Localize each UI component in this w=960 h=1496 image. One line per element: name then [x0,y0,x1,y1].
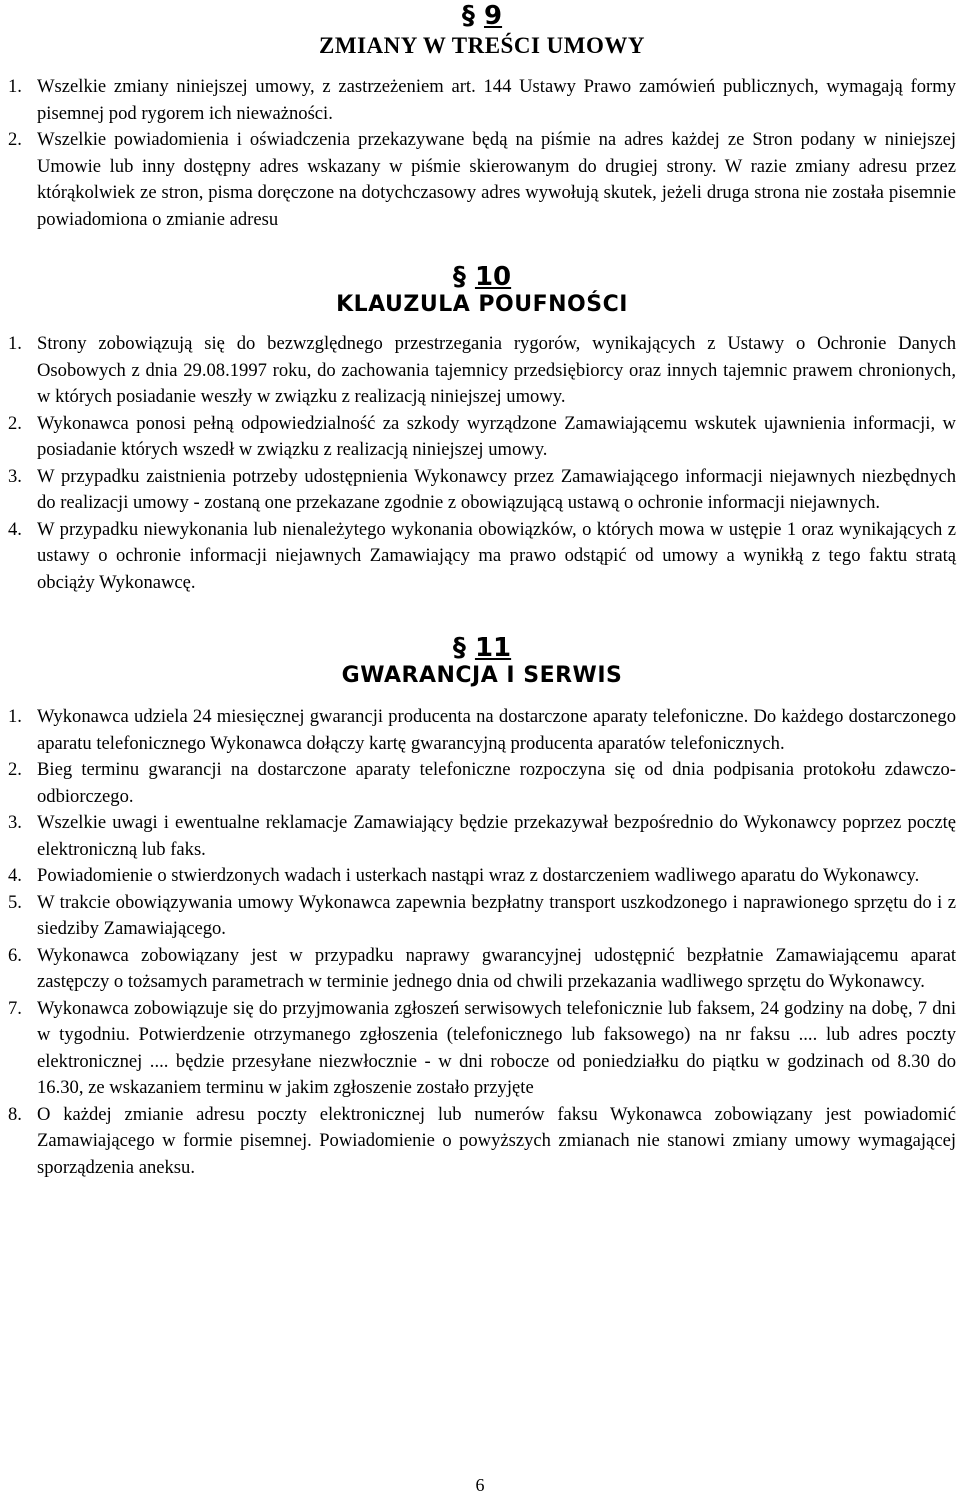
item-number: 2. [8,412,22,434]
item-number: 2. [8,759,22,780]
item-text: O każdej zmianie adresu poczty elektronicznej lub numerów faksu Wykonawca zobowiązany jest powiadomić Zamawiającego w formie pisemnej. Powiadomienie o powyższych zmianach nie stanowi zmiany umowy wymagającej sporządzenia aneksu. [37,1103,956,1178]
section-number: 11 [474,633,512,663]
list-item [8,127,956,233]
section-10-number [8,263,956,291]
item-text: Wykonawca udziela 24 miesięcznej gwarancji producenta na dostarczone aparaty telefoniczne. Do każdego dostarczonego aparatu telefonicznego Wykonawca dołączy kartę gwarancyjną producenta aparatów telefonicznych. [37,706,956,754]
item-number: 6. [8,944,22,966]
item-number: 1. [8,76,22,97]
item-text: Wszelkie uwagi i ewentualne reklamacje Zamawiający będzie przekazywał bezpośrednio do Wykonawcy poprzez pocztę elektroniczną lub faks. [37,812,956,860]
item-number: 3. [8,812,22,833]
section-10-title: KLAUZULA POUFNOŚCI [336,292,628,317]
list-item [8,74,956,127]
section-10-list [8,331,956,596]
item-number: 7. [8,997,22,1019]
item-text: Wykonawca ponosi pełną odpowiedzialność za szkody wyrządzone Zamawiającemu wskutek ujawnienia informacji, w posiadanie których wszedł w związku z realizacją niniejszej umowy. [37,412,956,460]
section-symbol: § [461,1,475,31]
page-number: 6 [475,1475,485,1495]
item-number: 3. [8,465,22,487]
item-text: W przypadku zaistnienia potrzeby udostępnienia Wykonawcy przez Zamawiającego informacji niejawnych niezbędnych do realizacji umowy - zostaną one przekazane zgodnie z obowiązującą ustawą o ochronie informacji niejawnych. [37,465,956,513]
document-page [8,0,956,1181]
list-item [8,464,956,517]
item-text: Wszelkie zmiany niniejszej umowy, z zastrzeżeniem art. 144 Ustawy Prawo zamówień publicznych, wymagają formy pisemnej pod rygorem ich nieważności. [37,76,956,124]
list-item [8,890,956,943]
section-11-heading [8,634,956,690]
item-text: Strony zobowiązują się do bezwzględnego przestrzegania rygorów, wynikających z Ustawy o Ochronie Danych Osobowych z dnia 29.08.1997 roku, do zachowania tajemnicy przedsiębiorcy oraz innych tajemnic prawem chronionych, w których posiadanie weszły w związku z realizacją niniejszej umowy. [37,333,956,407]
item-text: W przypadku niewykonania lub nienależytego wykonania obowiązków, o których mowa w ustępie 1 oraz wynikających z ustawy o ochronie informacji niejawnych Zamawiający ma prawo odstąpić od umowy a wynikłą z tego faktu stratą obciąży Wykonawcę. [37,518,956,593]
item-number: 5. [8,891,22,913]
section-11-list [8,704,956,1181]
section-11-title: GWARANCJA I SERWIS [341,663,623,688]
item-number: 4. [8,518,22,540]
list-item [8,863,956,890]
list-item [8,943,956,996]
list-item [8,411,956,464]
section-number: 9 [483,1,503,31]
item-text: Bieg terminu gwarancji na dostarczone aparaty telefoniczne rozpoczyna się od dnia podpisania protokołu zdawczo-odbiorczego. [37,759,956,807]
section-9-number [8,2,956,30]
item-number: 8. [8,1103,22,1125]
section-10-heading [8,263,956,319]
section-symbol: § [452,633,466,663]
section-11-number [8,634,956,662]
item-text: Wykonawca zobowiązany jest w przypadku naprawy gwarancyjnej udostępnić bezpłatnie Zamawiającemu aparat zastępczy o tożsamych parametrach w terminie jednego dnia od chwili przekazania wadliwego sprzętu do Wykonawcy. [37,944,956,992]
list-item [8,517,956,597]
list-item [8,704,956,757]
section-9-list [8,74,956,233]
item-text: W trakcie obowiązywania umowy Wykonawca zapewnia bezpłatny transport uszkodzonego i naprawionego sprzętu do i z siedziby Zamawiającego. [37,891,956,939]
list-item [8,1102,956,1182]
section-symbol: § [452,262,466,292]
item-number: 2. [8,129,22,150]
section-9-title: ZMIANY W TREŚCI UMOWY [319,33,645,58]
section-9-heading [8,2,956,60]
item-number: 4. [8,865,22,886]
item-number: 1. [8,333,22,354]
item-text: Wszelkie powiadomienia i oświadczenia przekazywane będą na piśmie na adres każdej ze Stron podany w niniejszej Umowie lub inny dostępny adres wskazany w piśmie skierowanym do drugiej strony. W razie zmiany adresu przez którąkolwiek ze stron, pisma doręczone na dotychczasowy adres wywołują skutek, jeżeli druga strona nie została pisemnie powiadomiona o zmianie adresu [37,129,956,230]
list-item [8,810,956,863]
list-item [8,757,956,810]
item-number: 1. [8,706,22,727]
item-text: Wykonawca zobowiązuje się do przyjmowania zgłoszeń serwisowych telefonicznie lub faksem, 24 godziny na dobę, 7 dni w tygodniu. Potwierdzenie otrzymanego zgłoszenia (telefonicznego lub faksowego) na nr faksu .... lub adres poczty elektronicznej .... będzie przesyłane niezwłocznie - w dni robocze od poniedziałku do piątku w godzinach od 8.30 do 16.30, ze wskazaniem terminu w jakim zgłoszenie zostało przyjęte [37,997,956,1098]
list-item [8,331,956,411]
section-number: 10 [474,262,512,292]
list-item [8,996,956,1102]
item-text: Powiadomienie o stwierdzonych wadach i usterkach nastąpi wraz z dostarczeniem wadliwego aparatu do Wykonawcy. [37,865,920,886]
